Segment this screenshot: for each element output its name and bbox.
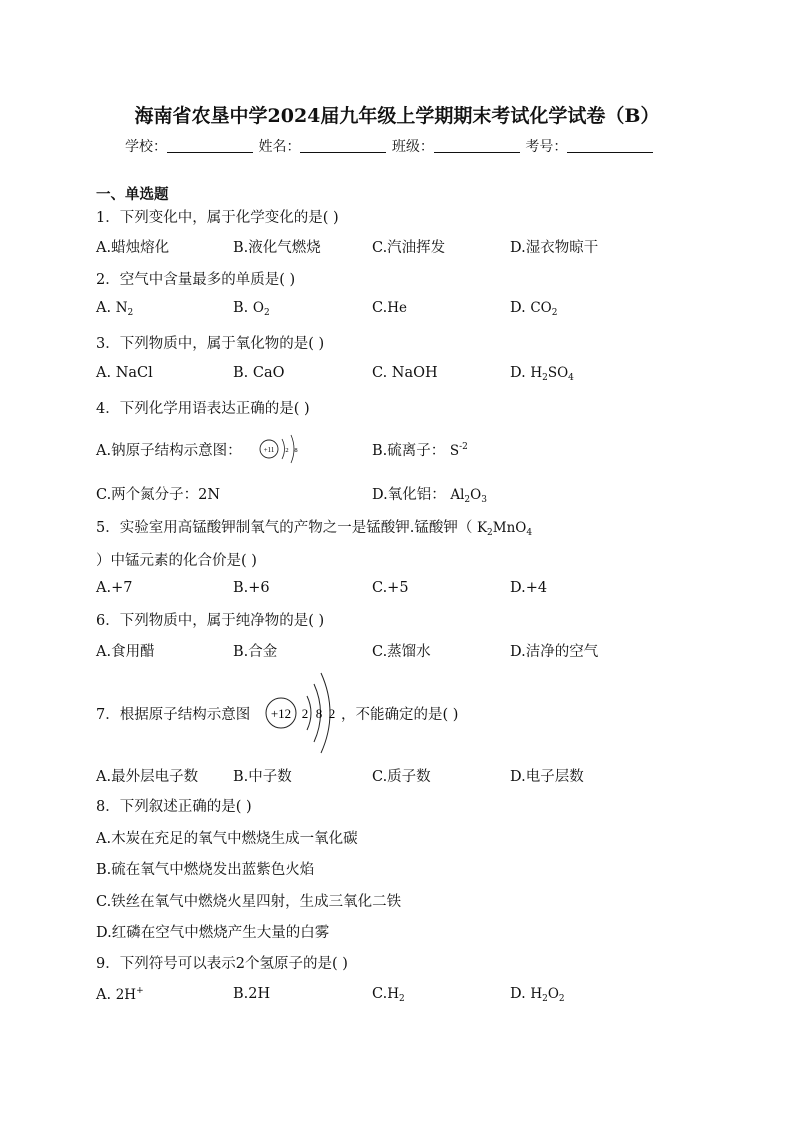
q1-option-c: C.汽油挥发 <box>372 240 446 256</box>
exam-title: 海南省农垦中学2024届九年级上学期期末考试化学试卷（B） <box>134 105 660 127</box>
number-blank[interactable] <box>567 138 653 153</box>
class-label: 班级： <box>391 139 434 155</box>
q6-option-d: D.洁净的空气 <box>510 644 599 660</box>
shell-1-count: 2 <box>301 706 309 721</box>
q1-option-a: A.蜡烛熔化 <box>96 240 170 256</box>
question-8-stem: 8．下列叙述正确的是( ) <box>96 799 252 815</box>
q4-option-a: A.钠原子结构示意图： <box>96 443 242 459</box>
question-7-stem-after: ，不能确定的是( ) <box>341 707 459 723</box>
q6-option-a: A.食用醋 <box>96 644 155 660</box>
q4-option-d: D.氧化铝： $Al_2O_3$ <box>372 487 487 505</box>
q7-option-a: A.最外层电子数 <box>96 769 199 785</box>
q8-option-c: C.铁丝在氧气中燃烧火星四射，生成三氧化二铁 <box>96 894 402 910</box>
shell-arc-1 <box>282 439 285 459</box>
question-9-stem: 9．下列符号可以表示2个氢原子的是( ) <box>96 956 348 972</box>
q5-option-c: C.+5 <box>372 580 409 596</box>
q5-option-a: A.+7 <box>96 580 133 596</box>
school-blank[interactable] <box>167 138 253 153</box>
question-6-stem: 6．下列物质中，属于纯净物的是( ) <box>96 613 325 629</box>
question-2-stem: 2．空气中含量最多的单质是( ) <box>96 272 296 288</box>
q1-option-d: D.湿衣物晾干 <box>510 240 599 256</box>
shell-3-count: 2 <box>328 706 336 721</box>
q1-option-b: B.液化气燃烧 <box>233 240 321 256</box>
q4-option-c: C.两个氮分子：2N <box>96 487 221 503</box>
q2-option-b: B. $O_2$ <box>233 300 270 318</box>
question-7-stem-before: 7．根据原子结构示意图 <box>96 707 251 723</box>
magnesium-atom-diagram <box>262 670 342 756</box>
class-blank[interactable] <box>434 138 520 153</box>
q6-option-b: B.合金 <box>233 644 278 660</box>
q3-option-b: B. CaO <box>233 365 285 381</box>
q9-option-d: D. $H_2O_2$ <box>510 986 565 1004</box>
q5-option-b: B.+6 <box>233 580 270 596</box>
name-label: 姓名： <box>258 139 301 155</box>
q3-option-c: C. NaOH <box>372 365 438 381</box>
nucleus-charge: +12 <box>270 706 292 721</box>
shell-2-count: 8 <box>294 447 298 454</box>
q5-option-d: D.+4 <box>510 580 548 596</box>
question-3-stem: 3．下列物质中，属于氧化物的是( ) <box>96 336 325 352</box>
q4-option-b: B.硫离子： $S^{-2}$ <box>372 442 468 459</box>
name-blank[interactable] <box>300 138 386 153</box>
shell-1-count: 2 <box>285 447 289 454</box>
number-label: 考号： <box>525 139 568 155</box>
q7-option-d: D.电子层数 <box>510 769 584 785</box>
q2-option-a: A. $N_2$ <box>96 300 134 318</box>
question-1-stem: 1．下列变化中，属于化学变化的是( ) <box>96 210 339 226</box>
q2-option-d: D. $CO_2$ <box>510 300 558 318</box>
q2-option-c: C.He <box>372 300 407 316</box>
school-label: 学校： <box>125 139 167 155</box>
sodium-atom-diagram <box>258 429 304 469</box>
q3-option-d: D. $H_2SO_4$ <box>510 365 574 383</box>
q7-option-c: C.质子数 <box>372 769 431 785</box>
q8-option-b: B.硫在氧气中燃烧发出蓝紫色火焰 <box>96 862 315 878</box>
q7-option-b: B.中子数 <box>233 769 292 785</box>
section-heading: 一、单选题 <box>96 186 169 203</box>
q8-option-d: D.红磷在空气中燃烧产生大量的白雾 <box>96 925 330 941</box>
q9-option-c: $C.H_2$ <box>372 986 405 1004</box>
question-4-stem: 4．下列化学用语表达正确的是( ) <box>96 401 310 417</box>
student-info-line <box>125 136 654 156</box>
nucleus-charge: +11 <box>263 446 275 454</box>
q6-option-c: C.蒸馏水 <box>372 644 431 660</box>
q9-option-a: A. 2H+ <box>96 986 144 1003</box>
q8-option-a: A.木炭在充足的氧气中燃烧生成一氧化碳 <box>96 831 358 847</box>
question-5-stem-line-1: 5．实验室用高锰酸钾制氧气的产物之一是锰酸钾.锰酸钾（ $K_2MnO_4$ <box>96 520 533 538</box>
shell-2-count: 8 <box>315 706 323 721</box>
question-5-stem-line-2: ）中锰元素的化合价是( ) <box>96 553 257 569</box>
q9-option-b: B.2H <box>233 986 271 1002</box>
q3-option-a: A. NaCl <box>96 365 153 381</box>
